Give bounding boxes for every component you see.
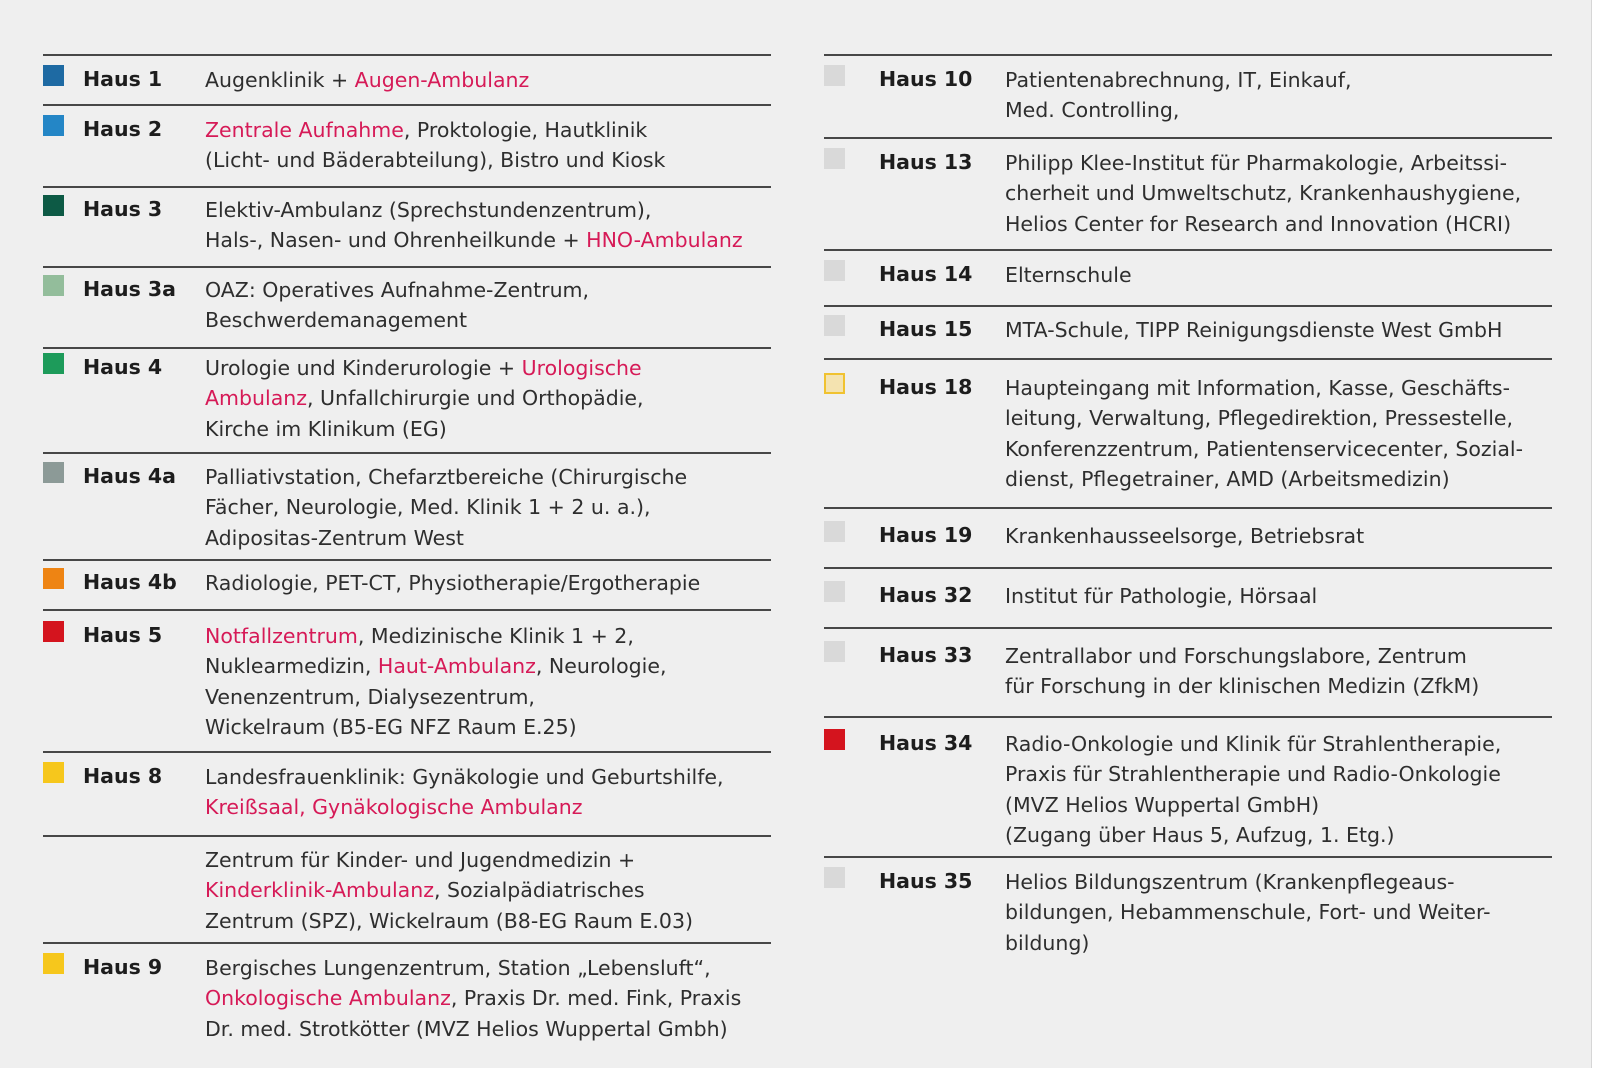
house-description — [205, 65, 529, 95]
description-line — [1005, 928, 1491, 958]
house-label: Haus 9 — [83, 955, 163, 979]
description-text: Nuklearmedizin, — [205, 654, 378, 679]
house-label: Haus 34 — [879, 731, 973, 755]
description-line — [205, 462, 687, 492]
description-text: Radiologie, PET-CT, Physiotherapie/Ergotherapie — [205, 571, 701, 595]
ambulance-highlight: Kreißsaal, Gynäkologische Ambulanz — [205, 795, 583, 820]
description-line — [1005, 867, 1491, 897]
ambulance-highlight: Ambulanz — [205, 386, 308, 411]
house-description — [1005, 581, 1317, 611]
description-line — [1005, 759, 1501, 789]
description-line — [1005, 95, 1351, 125]
description-text: Konferenzzentrum, Patientenservicecenter, Sozial- — [1005, 436, 1524, 461]
right-divider-6 — [824, 567, 1552, 569]
ambulance-highlight: Notfallzentrum — [205, 624, 358, 648]
ambulance-highlight: Urologische — [521, 356, 642, 380]
house-label: Haus 10 — [879, 67, 973, 91]
house-color-swatch — [824, 521, 845, 542]
house-color-swatch — [824, 148, 845, 169]
house-label: Haus 3 — [83, 197, 163, 221]
description-line — [1005, 521, 1364, 551]
house-label: Haus 3a — [83, 277, 177, 301]
house-color-swatch — [43, 568, 64, 589]
right-divider-5 — [824, 507, 1552, 509]
house-description — [205, 845, 693, 936]
house-description — [1005, 315, 1502, 345]
house-color-swatch — [43, 762, 64, 783]
house-color-swatch — [43, 462, 64, 483]
description-text: Venenzentrum, Dialysezentrum, — [205, 684, 535, 709]
description-text: , Sozialpädiatrisches — [433, 878, 645, 903]
description-line — [205, 275, 589, 305]
house-color-swatch — [824, 641, 845, 662]
description-line — [205, 145, 665, 175]
house-color-swatch — [824, 581, 845, 602]
description-text: Helios Bildungszentrum (Krankenpflegeaus- — [1005, 870, 1455, 894]
left-divider-7 — [43, 609, 771, 611]
house-label: Haus 5 — [83, 623, 163, 647]
description-line — [205, 353, 644, 383]
house-color-swatch — [43, 65, 64, 86]
description-line — [205, 762, 724, 792]
left-divider-9 — [43, 835, 771, 837]
description-text: Elektiv-Ambulanz (Sprechstundenzentrum), — [205, 198, 652, 222]
description-line — [1005, 403, 1523, 433]
house-description — [205, 621, 666, 742]
description-text: Helios Center for Research and Innovation (HCRI) — [1005, 211, 1512, 236]
description-line — [205, 712, 666, 742]
description-text: Hals-, Nasen- und Ohrenheilkunde + — [205, 228, 587, 253]
house-description — [205, 762, 724, 823]
ambulance-highlight: HNO-Ambulanz — [586, 228, 743, 253]
description-line — [1005, 434, 1523, 464]
description-text: cherheit und Umweltschutz, Krankenhaushygiene, — [1005, 181, 1522, 206]
description-line — [1005, 671, 1479, 701]
description-line — [205, 845, 693, 875]
description-line — [205, 195, 743, 225]
description-line — [1005, 148, 1521, 178]
description-text: Kirche im Klinikum (EG) — [205, 416, 447, 441]
house-color-swatch — [824, 373, 845, 394]
left-divider-0 — [43, 54, 771, 56]
description-line — [1005, 820, 1501, 850]
description-line — [205, 383, 644, 413]
house-label: Haus 35 — [879, 869, 973, 893]
description-line — [205, 523, 687, 553]
description-line — [205, 414, 644, 444]
house-label: Haus 1 — [83, 67, 163, 91]
description-line — [1005, 641, 1479, 671]
description-text: MTA-Schule, TIPP Reinigungsdienste West GmbH — [1005, 318, 1503, 342]
house-description — [1005, 641, 1479, 702]
ambulance-highlight: Zentrale Aufnahme — [205, 118, 404, 142]
description-line — [205, 682, 666, 712]
description-line — [205, 1014, 741, 1044]
left-divider-1 — [43, 104, 771, 106]
description-line — [1005, 209, 1521, 239]
ambulance-highlight: Haut-Ambulanz — [377, 654, 536, 679]
description-text: Adipositas-Zentrum West — [205, 525, 464, 550]
right-divider-1 — [824, 137, 1552, 139]
description-text: Fächer, Neurologie, Med. Klinik 1 + 2 u. a.), — [205, 495, 651, 520]
description-text: Radio-Onkologie und Klinik für Strahlentherapie, — [1005, 732, 1502, 756]
description-text: Augenklinik + — [205, 68, 355, 92]
description-line — [205, 492, 687, 522]
description-text: für Forschung in der klinischen Medizin (ZfkM) — [1005, 674, 1480, 699]
description-text: Zentrallabor und Forschungslabore, Zentrum — [1005, 644, 1467, 668]
house-label: Haus 19 — [879, 523, 973, 547]
house-color-swatch — [824, 260, 845, 281]
description-text: Urologie und Kinderurologie + — [205, 356, 522, 380]
house-color-swatch — [43, 195, 64, 216]
description-text: Palliativstation, Chefarztbereiche (Chirurgische — [205, 465, 688, 489]
description-text: Haupteingang mit Information, Kasse, Geschäfts- — [1005, 376, 1510, 400]
house-description — [205, 195, 743, 256]
description-text: Patientenabrechnung, IT, Einkauf, — [1005, 68, 1352, 92]
house-color-swatch — [43, 275, 64, 296]
ambulance-highlight: Kinderklinik-Ambulanz — [205, 878, 434, 903]
house-description — [1005, 65, 1351, 126]
description-text: OAZ: Operatives Aufnahme-Zentrum, — [205, 278, 590, 302]
house-color-swatch — [824, 65, 845, 86]
house-label: Haus 14 — [879, 262, 973, 286]
right-divider-7 — [824, 627, 1552, 629]
right-divider-0 — [824, 54, 1552, 56]
description-text: Elternschule — [1005, 263, 1132, 287]
description-line — [205, 792, 724, 822]
left-divider-5 — [43, 452, 771, 454]
description-text: Krankenhausseelsorge, Betriebsrat — [1005, 524, 1365, 548]
description-line — [1005, 65, 1351, 95]
description-line — [205, 983, 741, 1013]
description-text: Zentrum für Kinder- und Jugendmedizin + — [205, 848, 636, 872]
description-line — [1005, 790, 1501, 820]
house-color-swatch — [824, 867, 845, 888]
left-divider-10 — [43, 942, 771, 944]
description-text: Med. Controlling, — [1005, 98, 1180, 123]
house-label: Haus 13 — [879, 150, 973, 174]
left-divider-6 — [43, 559, 771, 561]
description-text: , Unfallchirurgie und Orthopädie, — [307, 386, 644, 411]
description-line — [205, 906, 693, 936]
house-color-swatch — [824, 729, 845, 750]
description-text: Wickelraum (B5-EG NFZ Raum E.25) — [205, 714, 577, 739]
description-text: bildungen, Hebammenschule, Fort- und Weiter- — [1005, 900, 1491, 925]
house-description — [1005, 148, 1521, 239]
house-description — [1005, 373, 1523, 494]
ambulance-highlight: Augen-Ambulanz — [354, 68, 530, 92]
description-text: Zentrum (SPZ), Wickelraum (B8-EG Raum E.03) — [205, 908, 693, 933]
description-text: (Licht- und Bäderabteilung), Bistro und Kiosk — [205, 148, 666, 173]
description-line — [205, 65, 529, 95]
description-text: Dr. med. Strotkötter (MVZ Helios Wuppertal Gmbh) — [205, 1016, 728, 1041]
house-description — [1005, 867, 1491, 958]
description-line — [205, 115, 665, 145]
description-text: Institut für Pathologie, Hörsaal — [1005, 584, 1318, 608]
description-line — [205, 651, 666, 681]
description-text: Praxis für Strahlentherapie und Radio-Onkologie — [1005, 762, 1501, 787]
house-color-swatch — [824, 315, 845, 336]
house-description — [1005, 521, 1364, 551]
description-text: Philipp Klee-Institut für Pharmakologie, Arbeitssi- — [1005, 151, 1507, 175]
house-label: Haus 33 — [879, 643, 973, 667]
left-divider-3 — [43, 266, 771, 268]
description-line — [205, 621, 666, 651]
description-text: (MVZ Helios Wuppertal GmbH) — [1005, 792, 1320, 817]
house-color-swatch — [43, 353, 64, 374]
description-line — [1005, 581, 1317, 611]
house-label: Haus 32 — [879, 583, 973, 607]
description-line — [1005, 178, 1521, 208]
house-description — [1005, 260, 1132, 290]
description-text: , Neurologie, — [535, 654, 667, 679]
house-description — [205, 115, 665, 176]
description-line — [205, 305, 589, 335]
house-description — [205, 353, 644, 444]
right-divider-3 — [824, 305, 1552, 307]
left-divider-2 — [43, 186, 771, 188]
description-text: , Proktologie, Hautklinik — [403, 118, 648, 142]
description-text: leitung, Verwaltung, Pflegedirektion, Pressestelle, — [1005, 406, 1514, 431]
house-label: Haus 2 — [83, 117, 163, 141]
description-line — [205, 568, 700, 598]
description-text: Bergisches Lungenzentrum, Station „Lebensluft“, — [205, 956, 711, 980]
house-description — [205, 953, 741, 1044]
description-text: Beschwerdemanagement — [205, 308, 468, 333]
description-line — [1005, 464, 1523, 494]
description-text: bildung) — [1005, 930, 1090, 955]
description-line — [1005, 260, 1132, 290]
description-line — [205, 225, 743, 255]
house-label: Haus 15 — [879, 317, 973, 341]
house-label: Haus 4b — [83, 570, 177, 594]
description-line — [1005, 373, 1523, 403]
description-line — [205, 953, 741, 983]
description-line — [1005, 729, 1501, 759]
ambulance-highlight: Onkologische Ambulanz — [205, 986, 451, 1011]
left-divider-4 — [43, 347, 771, 349]
right-divider-2 — [824, 249, 1552, 251]
house-label: Haus 4 — [83, 355, 163, 379]
house-description — [205, 568, 700, 598]
description-line — [1005, 315, 1502, 345]
house-color-swatch — [43, 115, 64, 136]
description-text: dienst, Pflegetrainer, AMD (Arbeitsmedizin) — [1005, 466, 1450, 491]
house-label: Haus 18 — [879, 375, 973, 399]
house-description — [205, 275, 589, 336]
right-divider-9 — [824, 856, 1552, 858]
page-edge — [1591, 0, 1600, 1068]
right-divider-4 — [824, 358, 1552, 360]
house-label: Haus 8 — [83, 764, 163, 788]
description-text: Landesfrauenklinik: Gynäkologie und Geburtshilfe, — [205, 765, 724, 789]
house-label: Haus 4a — [83, 464, 177, 488]
left-divider-8 — [43, 751, 771, 753]
house-color-swatch — [43, 621, 64, 642]
description-text: , Praxis Dr. med. Fink, Praxis — [450, 986, 742, 1011]
right-divider-8 — [824, 716, 1552, 718]
house-description — [205, 462, 687, 553]
description-text: (Zugang über Haus 5, Aufzug, 1. Etg.) — [1005, 822, 1395, 847]
description-text: , Medizinische Klinik 1 + 2, — [357, 624, 634, 648]
description-line — [205, 875, 693, 905]
house-color-swatch — [43, 953, 64, 974]
description-line — [1005, 897, 1491, 927]
house-description — [1005, 729, 1501, 850]
